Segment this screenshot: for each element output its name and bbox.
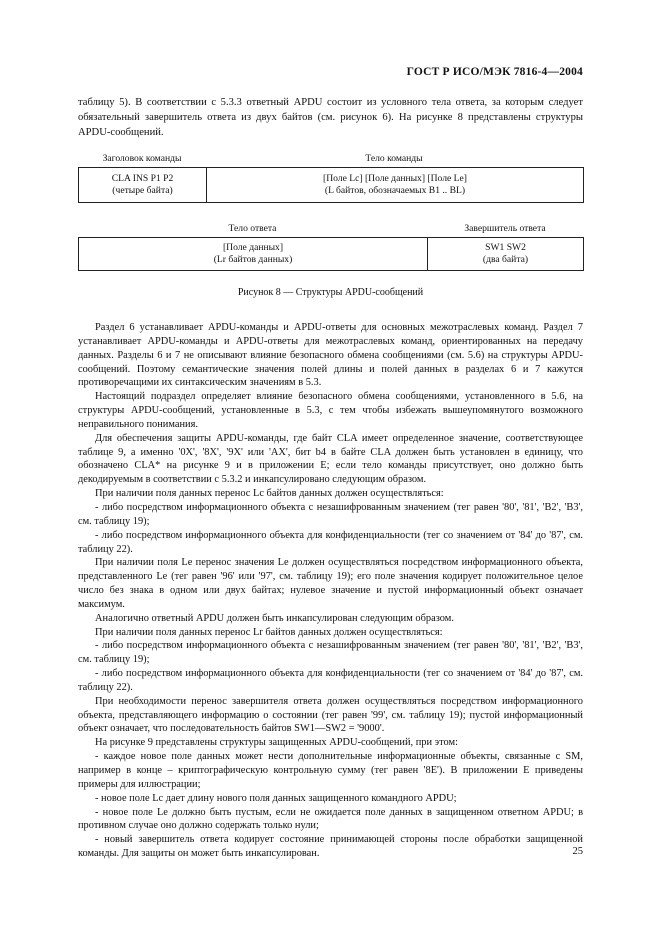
command-structure-box [78,167,584,203]
intro-paragraph: таблицу 5). В соответствии с 5.3.3 ответный APDU состоит из условного тела ответа, за которым следует обязательный завершитель ответа из двух байтов (см. рисунок 6). На рисунке 8 представлены структуры APDU-сообщений. [78,97,583,138]
paragraph: На рисунке 9 представлены структуры защищенных APDU-сообщений, при этом: [95,737,458,749]
paragraph: Для обеспечения защиты APDU-команды, где байт CLA имеет определенное значение, соответствующее таблице 9, а именно '0X', '8X', '9X' или 'AX', бит b4 в байте CLA должен быть установлен в единицу, что обозначено CLA* на рисунке 9 и в приложении Е; если тело команды присутствует, оно должно быть декодируемым в соответствии с 5.3.2 и инкапсулировано следующим образом. [78,432,583,486]
standard-code-header: ГОСТ Р ИСО/МЭК 7816-4—2004 [406,66,583,78]
paragraph: При наличии поля данных перенос Lc байтов данных должен осуществляться: [95,488,444,500]
paragraph: При наличии поля Le перенос значения Le должен осуществляться посредством информационного объекта, представленного Le (тег равен '96' или '97', см. таблицу 19); его поле значения кодирует положительное целое число без знака в одном или двух байтах; нулевое значение и пустой информационный объект означает максимум. [78,557,583,610]
response-structure-box [78,237,584,271]
response-trailer-note: (два байта) [482,254,529,265]
command-body-note: (L байтов, обозначаемых B1 .. BL) [324,185,466,196]
command-header-label: Заголовок команды [102,153,182,164]
list-item: - либо посредством информационного объекта с незашифрованным значением (тег равен '80', '81', 'B2', 'B3', см. таблицу 19); [78,501,583,527]
list-item: - либо посредством информационного объекта для конфиденциальности (тег со значением от '84' до '87', см. таблицу 22). [78,668,583,693]
paragraph: Настоящий подраздел определяет влияние безопасного обмена сообщениями, установленного в 5.6, на структуры APDU-сообщений, установленные в 5.3, с тем чтобы избежать вышеупомянутого возможного неправильного понимания. [78,391,583,430]
response-body-note: (Lr байтов данных) [213,254,293,265]
response-body-label: Тело ответа [228,223,277,234]
figure-caption: Рисунок 8 — Структуры APDU-сообщений [237,287,424,298]
paragraph: При наличии поля данных перенос Lr байтов данных должен осуществляться: [95,626,443,638]
page-number: 25 [572,846,583,857]
list-item: - либо посредством информационного объекта для конфиденциальности (тег со значением от '84' до '87', см. таблицу 22). [78,529,583,555]
command-header-cell [79,168,206,202]
list-item: - каждое новое поле данных может нести дополнительные информационные объекты, связанные с SM, например в конце – криптографическую контрольную сумму (тег равен '8E'). В приложении Е приведены примеры для иллюстрации; [78,751,583,790]
response-trailer-bytes: SW1 SW2 [485,242,526,253]
list-item: - новый завершитель ответа кодирует состояние принимающей стороны после обработки защищенной команды. Для защиты он может быть инкапсулирован. [78,834,583,860]
command-header-bytes: CLA INS P1 P2 [111,173,174,184]
command-body-cell [206,168,583,202]
command-body-fields: [Поле Lc] [Поле данных] [Поле Le] [323,173,467,184]
command-body-label: Тело команды [365,153,423,164]
paragraph: Раздел 6 устанавливает APDU-команды и APDU-ответы для основных межотраслевых команд. Раздел 7 устанавливает APDU-команды и APDU-ответы для межотраслевых команд, ориентированных на передачу данных. Разделы 6 и 7 не описывают влияние безопасного обмена сообщениями (см. 5.6) на структуры APDU-сообщений. Поэтому семантические значения полей длины и полей данных в разделах 6 и 7 кажутся противоречащими их синтаксическим значениям в 5.3. [78,322,583,389]
response-trailer-label: Завершитель ответа [464,223,546,234]
response-trailer-cell [427,238,583,270]
list-item: - новое поле Lc дает длину нового поля данных защищенного командного APDU; [95,792,457,804]
paragraph: При необходимости перенос завершителя ответа должен осуществляться посредством информационного объекта, представляющего информацию о состоянии (тег равен '99', см. таблицу 19); пустой информационный объект означает, что последовательность байтов SW1—SW2 = '9000'. [78,695,583,735]
list-item: - новое поле Le должно быть пустым, если не ожидается поле данных в защищенном ответном APDU; в противном случае оно должно содержать только нули; [78,806,583,832]
command-header-note: (четыре байта) [112,185,173,196]
body-text [78,321,583,861]
response-body-cell [79,238,427,270]
paragraph: Аналогично ответный APDU должен быть инкапсулирован следующим образом. [95,612,454,624]
list-item: - либо посредством информационного объекта с незашифрованным значением (тег равен '80', '81', 'B2', 'B3', см. таблицу 19); [78,640,583,666]
response-body-fields: [Поле данных] [222,242,284,253]
